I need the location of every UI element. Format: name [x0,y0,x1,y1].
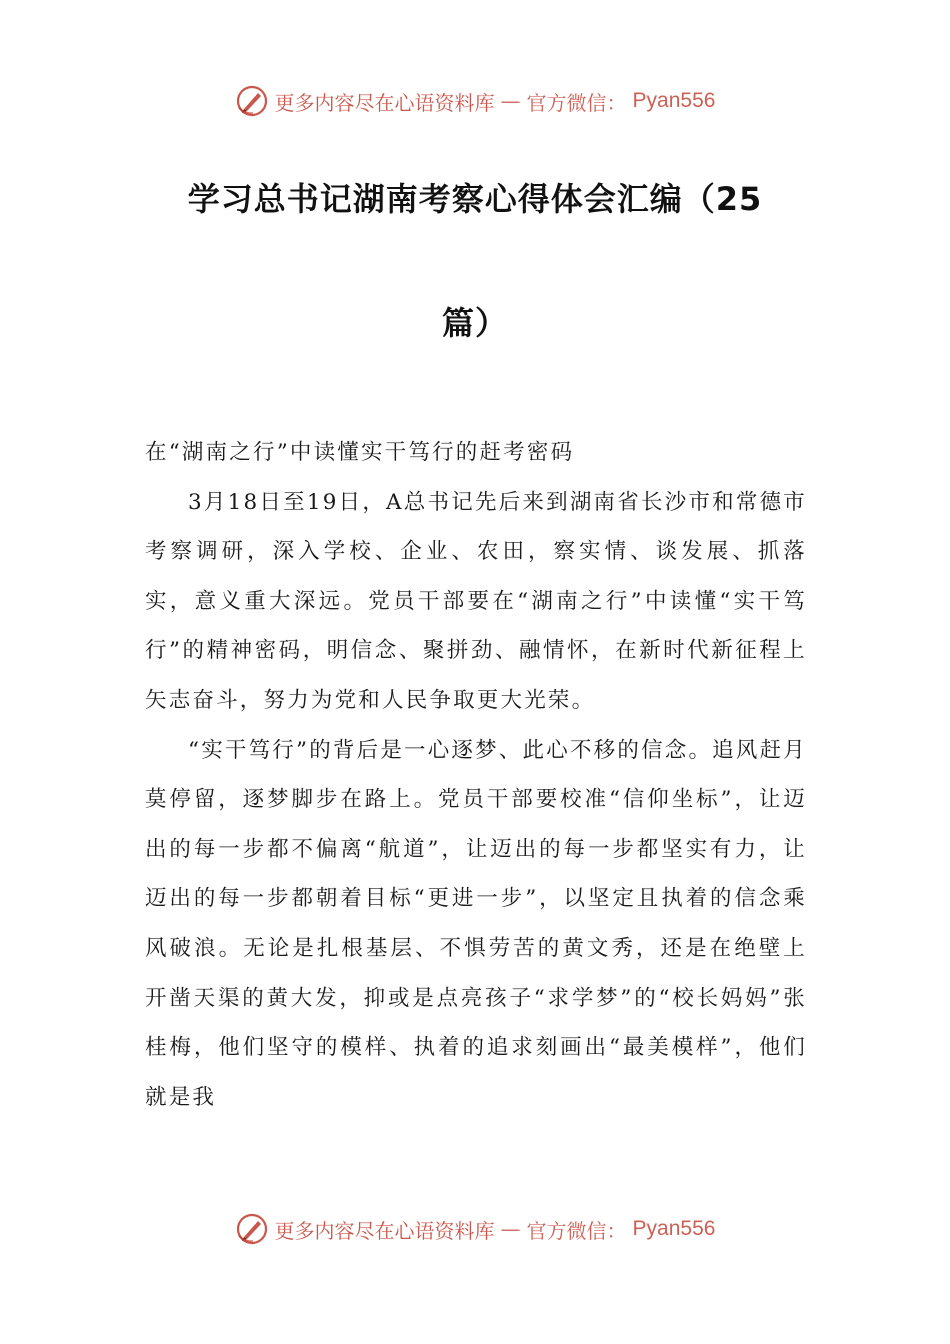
body-paragraph-1: 3月18日至19日，A总书记先后来到湖南省长沙市和常德市考察调研，深入学校、企业、农田，察实情、谈发展、抓落实，意义重大深远。党员干部要在“湖南之行”中读懂“实干笃行”的精神密码，明信念、聚拼劲、融情怀，在新时代新征程上矢志奋斗，努力为党和人民争取更大光荣。 [145,489,807,713]
watermark-separator: — [500,1217,521,1241]
pen-logo-icon [235,1212,269,1246]
watermark-contact-id: Pyan556 [632,1217,716,1240]
body-paragraph-2: “实干笃行”的背后是一心逐梦、此心不移的信念。追风赶月莫停留，逐梦脚步在路上。党员干部要校准“信仰坐标”，让迈出的每一步都不偏离“航道”，让迈出的每一步都坚实有力，让迈出的每一步都朝着目标“更进一步”，以坚定且执着的信念乘风破浪。无论是扎根基层、不惧劳苦的黄文秀，还是在绝壁上开凿天渠的黄大发，抑或是点亮孩子“求学梦”的“校长妈妈”张桂梅，他们坚守的模样、执着的追求刻画出“最美模样”，他们就是我 [145,737,807,1110]
pen-logo-icon [235,84,269,118]
footer-watermark [0,1212,950,1246]
document-title-line-1: 学习总书记湖南考察心得体会汇编（25 [187,180,763,218]
document-title-line-2: 篇） [441,304,508,342]
watermark-contact-label: 官方微信： [526,90,627,115]
watermark-text: 更多内容尽在心语资料库 [274,1218,495,1243]
watermark-separator: — [500,89,521,113]
section-subtitle: 在“湖南之行”中读懂实干笃行的赶考密码 [145,440,575,465]
header-watermark [0,84,950,118]
document-body [145,428,807,1122]
watermark-contact-label: 官方微信： [526,1218,627,1243]
watermark-contact-id: Pyan556 [632,89,716,112]
watermark-text: 更多内容尽在心语资料库 [274,90,495,115]
